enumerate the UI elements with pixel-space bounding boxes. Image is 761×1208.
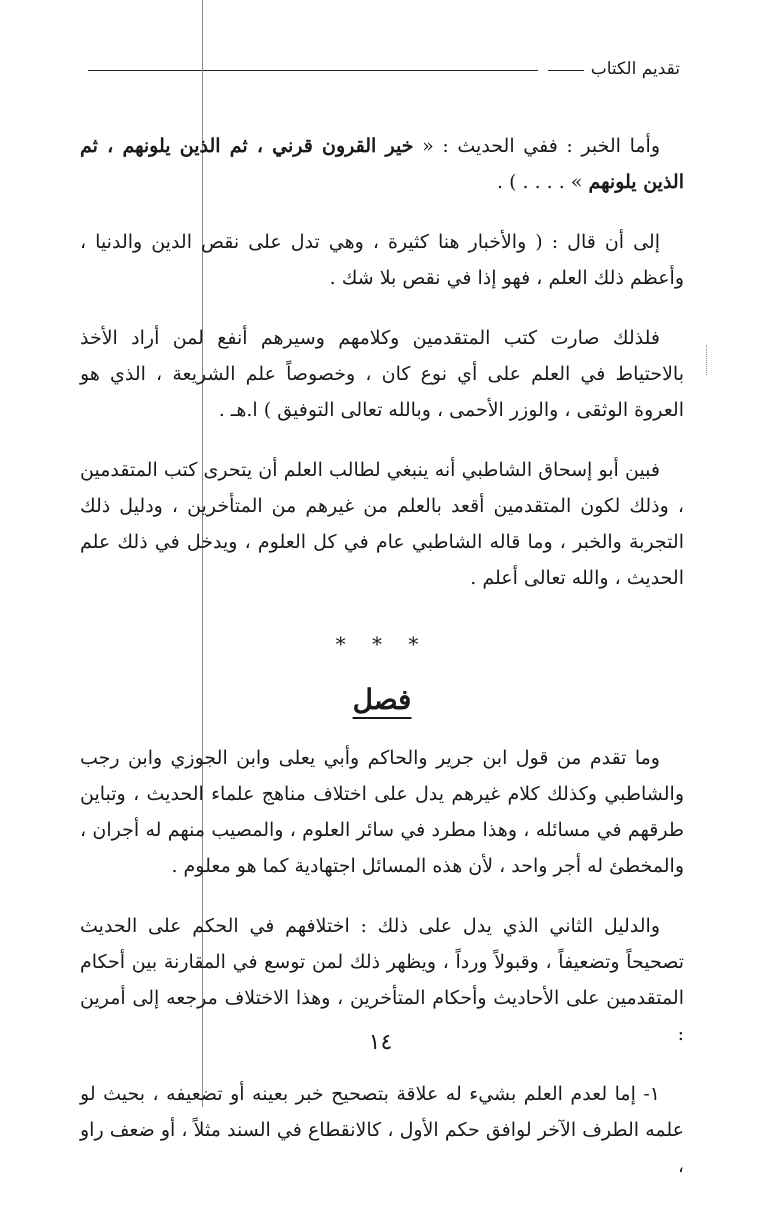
paragraph-lead: وأما الخبر : ففي الحديث : « [413,135,660,157]
running-header [88,58,680,82]
paragraph-tail: » . . . . ) . [496,171,589,193]
paragraph: فبين أبو إسحاق الشاطبي أنه ينبغي لطالب العلم أن يتحرى كتب المتقدمين ، وذلك لكون المتقدمين أقعد بالعلم من غيرهم من المتأخرين ، ودليل ذلك التجربة والخبر ، وما قاله الشاطبي عام في كل العلوم ، ويدخل في ذلك علم الحديث ، والله تعالى أعلم . [80,459,684,589]
paragraph-hadith [80,128,684,200]
margin-mark [706,345,709,375]
hadith-quote: خير القرون قرني ، ثم الذين يلونهم ، ثم الذين يلونهم [80,135,684,193]
header-rule [88,70,538,71]
paragraph: ١- إما لعدم العلم بشيء له علاقة بتصحيح خبر بعينه أو تضعيفه ، بحيث لو علمه الطرف الآخر لوافق حكم الأول ، كالانقطاع في السند مثلاً ، أو ضعف راو ، [80,1083,684,1177]
header-title: تقديم الكتاب [590,59,680,79]
section-separator: * * * [335,632,429,656]
paragraph: والدليل الثاني الذي يدل على ذلك : اختلافهم في الحكم على الحديث تصحيحاً وتضعيفاً ، وقبولاً ورداً ، ويظهر ذلك لمن توسع في المقارنة بين أحكام المتقدمين على الأحاديث وأحكام المتأخرين ، وهذا الاختلاف مرجعه إلى أمرين : [80,915,684,1045]
header-dash [548,70,584,71]
paragraph: وما تقدم من قول ابن جرير والحاكم وأبي يعلى وابن الجوزي وابن رجب والشاطبي وكذلك كلام غيرهم يدل على اختلاف مناهج علماء الحديث ، وتباين طرقهم في مسائله ، وهذا مطرد في سائر العلوم ، والمصيب منهم له أجران ، والمخطئ له أجر واحد ، لأن هذه المسائل اجتهادية كما هو معلوم . [80,747,684,877]
paragraph: إلى أن قال : ( والأخبار هنا كثيرة ، وهي تدل على نقص الدين والدنيا ، وأعظم ذلك العلم ، فهو إذا في نقص بلا شك . [80,231,684,289]
paragraph: فلذلك صارت كتب المتقدمين وكلامهم وسيرهم أنفع لمن أراد الأخذ بالاحتياط في العلم على أي نوع كان ، وخصوصاً علم الشريعة ، الذي هو العروة الوثقى ، والوزر الأحمى ، وبالله تعالى التوفيق ) ا.هـ . [80,327,684,421]
section-heading: فصل [352,683,412,716]
page-number: ١٤ [368,1030,393,1055]
